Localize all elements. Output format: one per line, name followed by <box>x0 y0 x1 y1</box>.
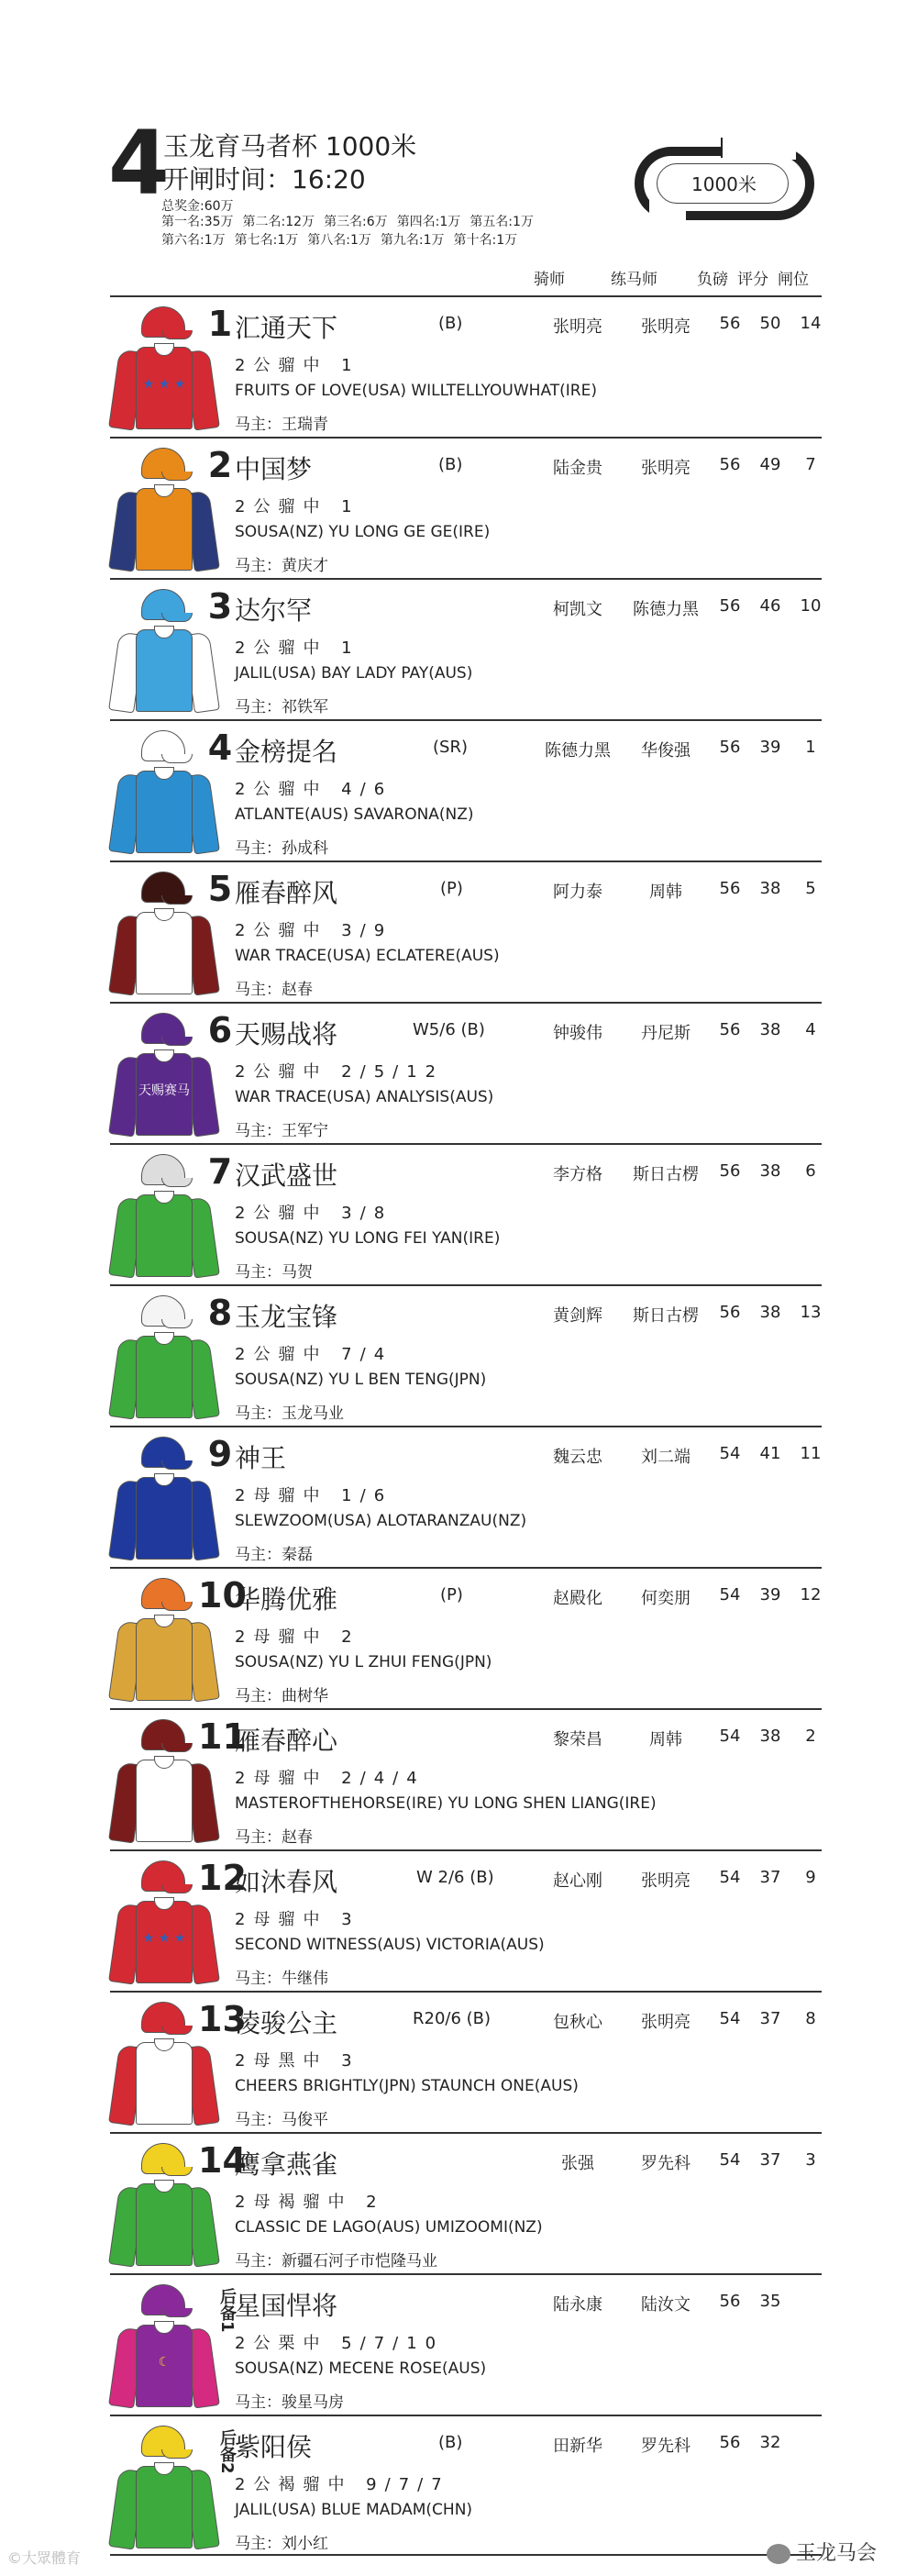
jockey-name: 陈德力黑 <box>545 741 611 761</box>
pedigree: WAR TRACE(USA) ECLATERE(AUS) <box>235 947 500 965</box>
prize-1: 第一名:35万 <box>161 215 234 229</box>
horse-name: 如沐春风 <box>235 1867 338 1897</box>
trainer-name: 罗先科 <box>641 2437 691 2456</box>
owner: 马主：王军宁 <box>235 1122 328 1140</box>
track-distance-label: 1000米 <box>691 173 757 195</box>
watermark-right <box>767 2537 877 2566</box>
trainer-name: 华俊强 <box>641 741 691 761</box>
prize-5: 第五名:1万 <box>470 215 534 229</box>
rating-value: 41 <box>759 1444 781 1463</box>
gear-note: (SR) <box>433 738 468 757</box>
silks-emblem: ★ ★ ★ <box>142 377 186 392</box>
runner-number: 14 <box>198 2140 247 2181</box>
horse-name: 紫阳侯 <box>235 2432 313 2462</box>
prize-9: 第九名:1万 <box>380 233 445 248</box>
jockey-name: 张明亮 <box>553 317 602 337</box>
horse-info: 2母骝中 3 <box>235 1910 360 1929</box>
owner: 马主：秦磊 <box>235 1546 313 1564</box>
weight-value: 56 <box>719 1303 741 1322</box>
draw-value: 1 <box>805 738 816 757</box>
rating-value: 49 <box>759 455 781 474</box>
runner-number: 后备2 <box>217 2429 237 2474</box>
jockey-name: 钟骏伟 <box>553 1024 602 1043</box>
horse-name: 中国梦 <box>235 454 313 484</box>
track-diagram <box>635 138 818 226</box>
prize-4: 第四名:1万 <box>396 215 461 229</box>
horse-info: 2母骝中 2 <box>235 1627 360 1647</box>
weight-value: 54 <box>719 2150 741 2170</box>
gear-note: (P) <box>440 879 463 898</box>
trainer-name: 刘二端 <box>641 1448 691 1467</box>
pedigree: FRUITS OF LOVE(USA) WILLTELLYOUWHAT(IRE) <box>235 382 597 400</box>
owner: 马主：孙成科 <box>235 839 328 858</box>
draw-value: 6 <box>805 1161 816 1181</box>
runner-row <box>110 437 822 578</box>
jockey-name: 黎荣昌 <box>553 1730 602 1749</box>
runner-number: 5 <box>207 869 233 909</box>
jockey-name: 赵心刚 <box>553 1871 602 1891</box>
weight-value: 54 <box>719 2009 741 2028</box>
pedigree: SLEWZOOM(USA) ALOTARANZAU(NZ) <box>235 1512 527 1530</box>
rating-value: 38 <box>759 879 781 898</box>
pedigree: SOUSA(NZ) YU L ZHUI FENG(JPN) <box>235 1653 492 1671</box>
jockey-name: 张强 <box>561 2154 594 2173</box>
jockey-name: 陆永康 <box>553 2295 602 2315</box>
draw-value: 12 <box>800 1585 822 1604</box>
owner: 马主：黄庆才 <box>235 557 328 575</box>
runner-row <box>110 1426 822 1567</box>
runner-row <box>110 1143 822 1284</box>
gear-note: (B) <box>438 2433 463 2452</box>
horse-info: 2公骝中 2/5/12 <box>235 1062 445 1082</box>
watermark-left: ©大眾體育 <box>7 2549 82 2567</box>
runner-number: 11 <box>198 1716 247 1757</box>
horse-info: 2公褐骝中 9/7/7 <box>235 2475 450 2494</box>
runner-row <box>110 2132 822 2273</box>
weight-value: 56 <box>719 2292 741 2311</box>
runner-number: 7 <box>207 1151 233 1192</box>
trainer-name: 斯日古楞 <box>633 1306 699 1326</box>
runner-number: 3 <box>207 586 233 627</box>
horse-name: 天赐战将 <box>235 1019 338 1049</box>
runner-number: 4 <box>207 727 233 768</box>
trainer-name: 罗先科 <box>641 2154 691 2173</box>
horse-info: 2母骝中 2/4/4 <box>235 1769 425 1788</box>
finish-post-icon <box>721 138 723 158</box>
weight-value: 54 <box>719 1444 741 1463</box>
runner-row <box>110 719 822 861</box>
race-header <box>0 0 917 275</box>
owner: 马主：曲树华 <box>235 1687 328 1705</box>
runner-number: 后备1 <box>217 2288 237 2333</box>
silks-emblem: ☾ <box>158 2355 171 2370</box>
runner-number: 13 <box>198 1999 247 2039</box>
pedigree: CLASSIC DE LAGO(AUS) UMIZOOMI(NZ) <box>235 2218 543 2237</box>
trainer-name: 张明亮 <box>641 317 691 337</box>
runner-row <box>110 1708 822 1849</box>
draw-value: 14 <box>800 314 822 333</box>
horse-info: 2母黑中 3 <box>235 2051 360 2071</box>
owner: 马主：马贺 <box>235 1263 313 1282</box>
horse-info: 2公骝中 3/9 <box>235 921 393 940</box>
jockey-name: 黄剑辉 <box>553 1306 602 1326</box>
col-weight: 负磅 <box>697 271 728 289</box>
runner-row <box>110 578 822 719</box>
horse-info: 2公骝中 1 <box>235 497 360 516</box>
rating-value: 38 <box>759 1020 781 1039</box>
horse-name: 雁春醉心 <box>235 1726 338 1756</box>
jockey-name: 包秋心 <box>553 2013 602 2032</box>
weight-value: 56 <box>719 455 741 474</box>
runner-row <box>110 861 822 1002</box>
horse-name: 华腾优雅 <box>235 1584 338 1615</box>
col-draw: 闸位 <box>778 271 809 289</box>
jockey-silks-icon <box>114 2426 215 2552</box>
jockey-name: 李方格 <box>553 1165 602 1184</box>
wechat-icon <box>767 2544 790 2564</box>
prize-2: 第二名:12万 <box>242 215 315 229</box>
col-jockey: 骑师 <box>534 271 565 289</box>
horse-name: 鹰拿燕雀 <box>235 2149 338 2180</box>
horse-info: 2母骝中 1/6 <box>235 1486 393 1505</box>
rating-value: 50 <box>759 314 781 333</box>
owner: 马主：马俊平 <box>235 2111 328 2129</box>
owner: 马主：刘小红 <box>235 2535 328 2553</box>
owner: 马主：王瑞青 <box>235 416 328 434</box>
weight-value: 54 <box>719 1868 741 1887</box>
weight-value: 56 <box>719 738 741 757</box>
jockey-name: 田新华 <box>553 2437 602 2456</box>
horse-name: 汉武盛世 <box>235 1160 338 1191</box>
rating-value: 39 <box>759 1585 781 1604</box>
race-name: 玉龙育马者杯 1000米 <box>163 131 417 161</box>
pedigree: WAR TRACE(USA) ANALYSIS(AUS) <box>235 1088 494 1106</box>
trainer-name: 何奕朋 <box>641 1589 691 1608</box>
jockey-name: 魏云忠 <box>553 1448 602 1467</box>
runner-number: 10 <box>198 1575 247 1616</box>
runner-number: 12 <box>198 1858 247 1898</box>
owner: 马主：牛继伟 <box>235 1970 328 1988</box>
jockey-silks-icon <box>114 2284 215 2411</box>
draw-value: 9 <box>805 1868 816 1887</box>
horse-name: 星国悍将 <box>235 2291 338 2321</box>
weight-value: 56 <box>719 2433 741 2452</box>
gear-note: R20/6 (B) <box>413 2009 492 2028</box>
runner-row <box>110 295 822 437</box>
owner: 马主：赵春 <box>235 1828 313 1847</box>
horse-name: 达尔罕 <box>235 595 313 626</box>
rating-value: 38 <box>759 1161 781 1181</box>
draw-value: 5 <box>805 879 816 898</box>
trainer-name: 丹尼斯 <box>641 1024 691 1043</box>
rating-value: 38 <box>759 1727 781 1746</box>
rating-value: 37 <box>759 2150 781 2170</box>
rating-value: 38 <box>759 1303 781 1322</box>
runner-row <box>110 1002 822 1143</box>
draw-value: 10 <box>800 596 822 616</box>
race-start-time: 开闸时间：16:20 <box>163 164 366 194</box>
pedigree: JALIL(USA) BLUE MADAM(CHN) <box>235 2501 473 2519</box>
runner-number: 2 <box>207 445 233 485</box>
gear-note: (B) <box>438 455 463 474</box>
owner: 马主：新疆石河子市恺隆马业 <box>235 2252 437 2271</box>
jockey-name: 柯凯文 <box>553 600 602 619</box>
horse-info: 2公骝中 3/8 <box>235 1204 393 1223</box>
prize-7: 第七名:1万 <box>234 233 299 248</box>
draw-value: 4 <box>805 1020 816 1039</box>
column-headers <box>0 266 917 294</box>
horse-name: 雁春醉风 <box>235 878 338 908</box>
runner-number: 6 <box>207 1010 233 1050</box>
horse-info: 2公骝中 4/6 <box>235 780 393 799</box>
pedigree: ATLANTE(AUS) SAVARONA(NZ) <box>235 805 474 824</box>
runner-row <box>110 1567 822 1708</box>
gear-note: (P) <box>440 1585 463 1604</box>
runner-row <box>110 2273 822 2415</box>
runner-row <box>110 1284 822 1426</box>
jockey-name: 赵殿化 <box>553 1589 602 1608</box>
rating-value: 32 <box>759 2433 781 2452</box>
owner: 马主：赵春 <box>235 981 313 999</box>
gear-note: (B) <box>438 314 463 333</box>
prize-3: 第三名:6万 <box>324 215 388 229</box>
prize-6: 第六名:1万 <box>161 233 226 248</box>
runner-number: 9 <box>207 1434 233 1474</box>
pedigree: MASTEROFTHEHORSE(IRE) YU LONG SHEN LIANG(IRE) <box>235 1794 657 1813</box>
owner: 马主：骏星马房 <box>235 2393 344 2412</box>
draw-value: 7 <box>805 455 816 474</box>
pedigree: SOUSA(NZ) YU LONG FEI YAN(IRE) <box>235 1229 501 1248</box>
horse-info: 2公骝中 7/4 <box>235 1345 393 1364</box>
race-purse: 总奖金:60万 <box>161 199 234 214</box>
race-number: 4 <box>108 112 170 215</box>
horse-name: 玉龙宝锋 <box>235 1302 338 1332</box>
draw-value: 2 <box>805 1727 816 1746</box>
weight-value: 54 <box>719 1727 741 1746</box>
owner: 马主：祁铁军 <box>235 698 328 716</box>
prize-10: 第十名:1万 <box>453 233 518 248</box>
col-trainer: 练马师 <box>611 271 657 289</box>
trainer-name: 斯日古楞 <box>633 1165 699 1184</box>
trainer-name: 周韩 <box>649 883 682 902</box>
pedigree: JALIL(USA) BAY LADY PAY(AUS) <box>235 664 473 683</box>
jockey-name: 阿力泰 <box>553 883 602 902</box>
rating-value: 39 <box>759 738 781 757</box>
draw-value: 8 <box>805 2009 816 2028</box>
runner-list <box>110 295 822 2556</box>
weight-value: 56 <box>719 1020 741 1039</box>
weight-value: 56 <box>719 879 741 898</box>
pedigree: SOUSA(NZ) YU LONG GE GE(IRE) <box>235 523 491 541</box>
horse-info: 2公骝中 1 <box>235 638 360 658</box>
trainer-name: 陈德力黑 <box>633 600 699 619</box>
weight-value: 56 <box>719 314 741 333</box>
runner-number: 8 <box>207 1293 233 1333</box>
jockey-name: 陆金贵 <box>553 459 602 478</box>
rating-value: 35 <box>759 2292 781 2311</box>
pedigree: SOUSA(NZ) MECENE ROSE(AUS) <box>235 2359 487 2378</box>
owner: 马主：玉龙马业 <box>235 1405 344 1423</box>
gear-note: W5/6 (B) <box>413 1020 485 1039</box>
pedigree: SOUSA(NZ) YU L BEN TENG(JPN) <box>235 1371 487 1389</box>
weight-value: 56 <box>719 1161 741 1181</box>
trainer-name: 陆汝文 <box>641 2295 691 2315</box>
silks-emblem: ★ ★ ★ <box>142 1931 186 1946</box>
horse-info: 2母褐骝中 2 <box>235 2193 385 2212</box>
trainer-name: 张明亮 <box>641 2013 691 2032</box>
silks-emblem: 天赐赛马 <box>138 1083 190 1098</box>
runner-number: 1 <box>207 304 233 344</box>
gear-note: W 2/6 (B) <box>416 1868 494 1887</box>
rating-value: 37 <box>759 2009 781 2028</box>
col-rating: 评分 <box>737 271 768 289</box>
horse-name: 汇通天下 <box>235 313 338 343</box>
horse-name: 金榜提名 <box>235 737 338 767</box>
weight-value: 56 <box>719 596 741 616</box>
watermark-right-text: 玉龙马会 <box>796 2542 878 2565</box>
runner-row <box>110 2415 822 2556</box>
horse-info: 2公栗中 5/7/10 <box>235 2334 445 2353</box>
runner-row <box>110 1849 822 1991</box>
draw-value: 3 <box>805 2150 816 2170</box>
prize-8: 第八名:1万 <box>307 233 371 248</box>
draw-value: 13 <box>800 1303 822 1322</box>
trainer-name: 张明亮 <box>641 459 691 478</box>
runner-row <box>110 1991 822 2132</box>
horse-name: 凌骏公主 <box>235 2008 338 2038</box>
pedigree: SECOND WITNESS(AUS) VICTORIA(AUS) <box>235 1936 545 1954</box>
draw-value: 11 <box>800 1444 822 1463</box>
prize-list <box>161 213 602 250</box>
horse-info: 2公骝中 1 <box>235 356 360 375</box>
trainer-name: 周韩 <box>649 1730 682 1749</box>
rating-value: 46 <box>759 596 781 616</box>
horse-name: 神王 <box>235 1443 287 1473</box>
trainer-name: 张明亮 <box>641 1871 691 1891</box>
weight-value: 54 <box>719 1585 741 1604</box>
rating-value: 37 <box>759 1868 781 1887</box>
pedigree: CHEERS BRIGHTLY(JPN) STAUNCH ONE(AUS) <box>235 2077 579 2095</box>
